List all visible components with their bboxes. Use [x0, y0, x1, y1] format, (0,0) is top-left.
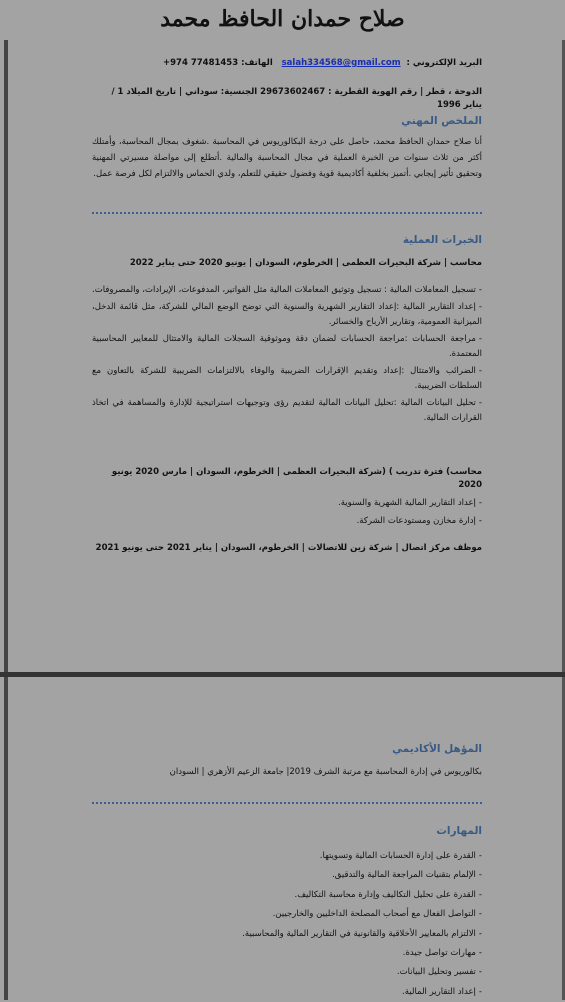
section-divider: [92, 212, 482, 214]
page-edge-left: [4, 677, 8, 1000]
job-title: محاسب) فترة تدريب ) (شركة البحيرات العظمى | الخرطوم، السودان | مارس 2020 يونيو 2020: [111, 467, 482, 490]
job-duties-list: [92, 283, 482, 428]
list-item: -مراجعة الحسابات :مراجعة الحسابات لضمان دقة وموثوقية السجلات المالية والامتثال للمعايير المحاسبية المعتمدة.: [92, 334, 482, 359]
summary-text: أنا صلاح حمدان الحافظ محمد، حاصل على درجة البكالوريوس في المحاسبة .شغوف بمجال المحاسبة، وأمتلك أكثر من ثلاث سنوات من الخبرة العملية في مجال المحاسبة والمالية .أتطلع إلى مواصلة مسيرتي المهنية وتحقيق تأثير إيجابي .أتميز بخلفية أكاديمية قوية وفضول حقيقي للتعلم، ولدي الحماس والالتزام لكل فرصة عمل.: [92, 137, 482, 179]
job-title: محاسب | شركة البحيرات العظمى | الخرطوم، السودان | يونيو 2020 حتى يناير 2022: [129, 258, 482, 268]
list-item: -مهارات تواصل جيدة.: [402, 948, 482, 959]
list-item: -الالتزام بالمعايير الأخلاقية والقانونية في التقارير المالية والمحاسبية.: [242, 928, 482, 939]
list-item: -التواصل الفعال مع أصحاب المصلحة الداخليين والخارجيين.: [272, 909, 482, 920]
page-edge-left: [4, 40, 8, 672]
education-heading: المؤهل الأكاديمي: [392, 743, 482, 755]
email-label: البريد الإلكتروني :: [406, 58, 482, 68]
list-item: -تفسير وتحليل البيانات.: [396, 967, 482, 978]
job-title: موظف مركز اتصال | شركة زين للاتصالات | الخرطوم، السودان | يناير 2021 حتى يونيو 2021: [95, 543, 482, 553]
contact-line: [92, 57, 482, 70]
list-item: -إعداد التقارير المالية.: [402, 986, 482, 997]
section-divider: [92, 802, 482, 804]
skills-list: [92, 847, 482, 1002]
phone-number: +974 77481453: [163, 58, 239, 68]
list-item: -تحليل البيانات المالية :تحليل البيانات المالية لتقديم رؤى وتوجيهات استراتيجية للإدارة والمساهمة في اتخاذ القرارات المالية.: [92, 398, 482, 423]
summary-heading: الملخص المهني: [401, 115, 482, 127]
list-item: -الإلمام بتقنيات المراجعة المالية والتدقيق.: [332, 870, 482, 881]
personal-details: الدوحة ، قطر | رقم الهوية القطرية : 29673602467 الجنسية: سوداني | تاريخ الميلاد 1 / يناير 1996: [111, 87, 482, 110]
list-item: -القدرة على إدارة الحسابات المالية وتسويتها.: [319, 851, 482, 861]
list-item: -الضرائب والامتثال :إعداد وتقديم الإقرارات الضريبية والوفاء بالالتزامات الضريبية للشركة بالتعاون مع السلطات الضريبية.: [92, 366, 482, 391]
list-item: -إدارة مخازن ومستودعات الشركة.: [356, 516, 482, 526]
experience-heading: الخبرات العملية: [402, 234, 482, 246]
list-item: -إعداد التقارير المالية :إعداد التقارير الشهرية والسنوية التي توضح الوضع المالي للشركة، مثل قائمة الدخل، الميزانية العمومية، وتقارير الأرباح والخسائر.: [92, 302, 482, 327]
page-title: صلاح حمدان الحافظ محمد: [160, 6, 405, 32]
list-item: -إعداد التقارير المالية الشهرية والسنوية.: [338, 498, 482, 508]
phone-label: الهاتف:: [241, 58, 273, 68]
list-item: -القدرة على تحليل التكاليف وإدارة محاسبة التكاليف.: [294, 889, 482, 900]
job-duties-list: [92, 494, 482, 530]
skills-heading: المهارات: [436, 825, 482, 837]
email-link[interactable]: salah334568@gmail.com: [281, 58, 401, 68]
page-break: [0, 672, 565, 677]
education-text: بكالوريوس في إدارة المحاسبة مع مرتبة الشرف 2019| جامعة الزعيم الأزهري | السودان: [169, 767, 482, 777]
list-item: -تسجيل المعاملات المالية : تسجيل وتوثيق المعاملات المالية مثل الفواتير، المدفوعات، الإيرادات، والمصروفات.: [92, 285, 482, 295]
